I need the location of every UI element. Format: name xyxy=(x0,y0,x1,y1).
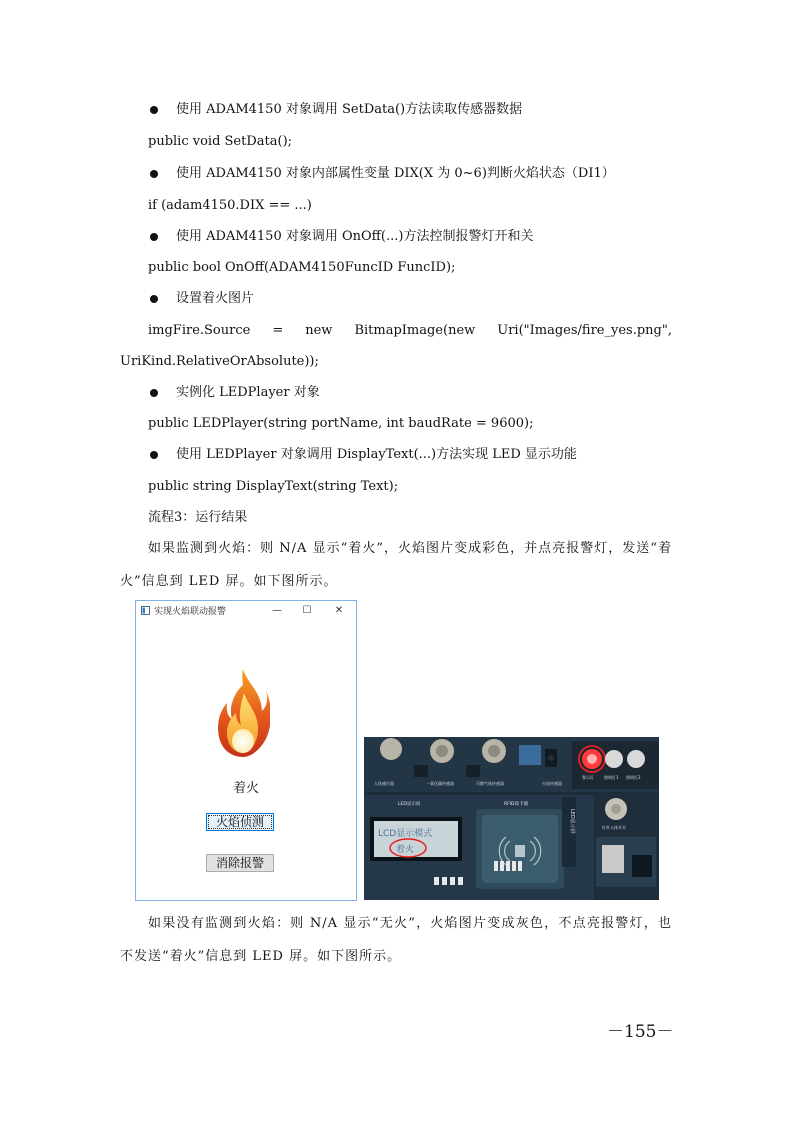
lamp-label: 照明灯2 xyxy=(626,775,641,780)
bullet-text: 实例化 LEDPlayer 对象 xyxy=(176,385,320,400)
sensor-label: 可燃气体传感器 xyxy=(476,781,504,786)
code-line: public bool OnOff(ADAM4150FuncID FuncID); xyxy=(148,260,456,275)
led-screen-label: LED显示屏 xyxy=(398,802,421,807)
lamp-label: 照明灯1 xyxy=(604,775,619,780)
bullet-text: 使用 ADAM4150 对象调用 SetData()方法读取传感器数据 xyxy=(176,102,523,117)
fire-status-label: 着火 xyxy=(232,781,259,796)
code-line: public string DisplayText(string Text); xyxy=(148,479,399,494)
app-window xyxy=(135,600,357,901)
code-token: imgFire.Source xyxy=(148,323,251,338)
bullet-dot xyxy=(150,170,158,178)
bullet-dot xyxy=(150,106,158,114)
flow-title: 流程3：运行结果 xyxy=(148,510,248,525)
result-paragraph-2: 如果没有监测到火焰：则 N/A 显示“无火”，火焰图片变成灰色，不点亮报警灯，也不发送“着火”信息到 LED 屏。如下图所示。 xyxy=(120,916,672,964)
fire-icon xyxy=(216,667,270,759)
code-token: new xyxy=(305,323,333,338)
lcd-line-1: LCD显示模式 xyxy=(378,829,433,839)
code-line: if (adam4150.DIX == ...) xyxy=(148,198,312,213)
minimize-button[interactable]: — xyxy=(272,605,282,616)
lamp-label: 警示灯 xyxy=(582,775,594,780)
fire-detect-button[interactable]: 火焰侦测 xyxy=(206,813,274,831)
rfid-label: RFID读卡器 xyxy=(504,802,529,807)
close-button[interactable]: ✕ xyxy=(334,605,344,616)
page-number: －155－ xyxy=(607,1022,674,1042)
app-icon xyxy=(141,606,150,615)
lcd-line-2: 着火 xyxy=(396,845,415,855)
bullet-dot xyxy=(150,295,158,303)
sensor-label: 一氧化碳传感器 xyxy=(426,781,454,786)
code-token: = xyxy=(272,323,284,338)
side-label: LED显示屏 xyxy=(569,809,575,834)
bullet-text: 设置着火图片 xyxy=(176,291,255,306)
bullet-text: 使用 ADAM4150 对象内部属性变量 DIX(X 为 0~6)判断火焰状态（DI1） xyxy=(176,166,615,181)
code-line: public LEDPlayer(string portName, int baudRate = 9600); xyxy=(148,416,534,431)
hardware-photo xyxy=(364,737,659,900)
code-line-continued: UriKind.RelativeOrAbsolute)); xyxy=(120,354,319,369)
bullet-dot xyxy=(150,233,158,241)
result-paragraph: 如果监测到火焰：则 N/A 显示“着火”，火焰图片变成彩色，并点亮报警灯，发送“着火”信息到 LED 屏。如下图所示。 xyxy=(120,541,672,589)
bullet-dot xyxy=(150,389,158,397)
code-token: BitmapImage(new xyxy=(354,323,476,338)
code-token: Uri("Images/fire_yes.png", xyxy=(497,323,672,338)
bullet-text: 使用 ADAM4150 对象调用 OnOff(...)方法控制报警灯开和关 xyxy=(176,229,534,244)
maximize-button[interactable]: ☐ xyxy=(302,605,312,616)
sensor-label: 火焰传感器 xyxy=(542,781,562,786)
bullet-dot xyxy=(150,451,158,459)
clear-alarm-button[interactable]: 消除报警 xyxy=(206,854,274,872)
window-titlebar[interactable] xyxy=(136,601,356,621)
code-line-justified xyxy=(148,323,672,339)
infrared-switch-label: 红外人体开关 xyxy=(602,825,626,830)
window-title: 实现火焰联动报警 xyxy=(154,607,227,617)
code-line: public void SetData(); xyxy=(148,134,293,149)
sensor-label: 人体感应器 xyxy=(374,781,394,786)
bullet-text: 使用 LEDPlayer 对象调用 DisplayText(...)方法实现 LED 显示功能 xyxy=(176,447,577,462)
